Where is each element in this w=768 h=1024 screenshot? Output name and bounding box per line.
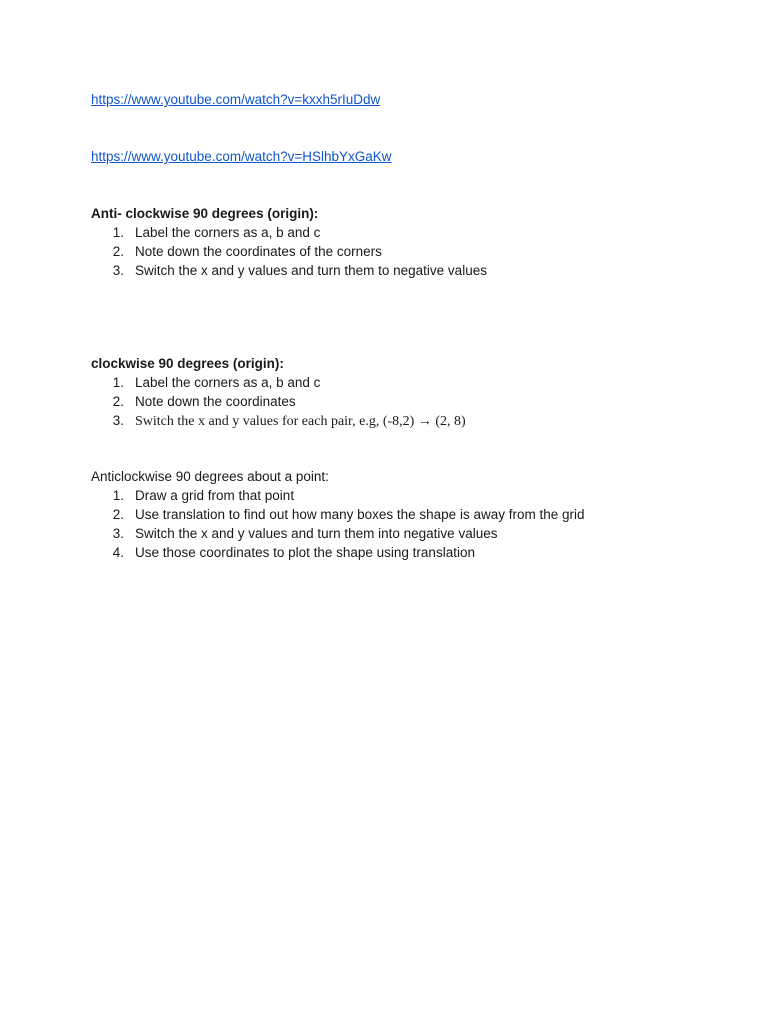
youtube-link-2[interactable]: https://www.youtube.com/watch?v=HSlhbYxGaKw [91, 149, 392, 164]
section-anticlockwise-origin [91, 204, 711, 280]
list-item [91, 486, 711, 505]
list-number: 3. [112, 526, 124, 541]
list-item [91, 392, 711, 411]
list-item [91, 373, 711, 392]
section-heading: clockwise 90 degrees (origin): [91, 356, 284, 371]
list-text: Switch the x and y values for each pair, e.g, (-8,2) → (2, 8) [135, 414, 466, 429]
steps-list [91, 223, 711, 280]
list-text: Switch the x and y values and turn them into negative values [135, 526, 498, 541]
youtube-link-1[interactable]: https://www.youtube.com/watch?v=kxxh5rIuDdw [91, 92, 381, 107]
list-number: 1. [112, 488, 124, 503]
list-number: 4. [112, 545, 124, 560]
list-item [91, 223, 711, 242]
section-clockwise-origin [91, 354, 711, 430]
list-text: Draw a grid from that point [135, 488, 295, 503]
list-text: Use translation to find out how many boxes the shape is away from the grid [135, 507, 585, 522]
section-anticlockwise-point [91, 467, 711, 562]
list-text: Label the corners as a, b and c [135, 225, 321, 240]
section-heading: Anticlockwise 90 degrees about a point: [91, 469, 329, 484]
list-number: 2. [112, 244, 124, 259]
list-item [91, 411, 711, 430]
list-number: 3. [112, 413, 124, 428]
section-heading: Anti- clockwise 90 degrees (origin): [91, 206, 319, 221]
list-number: 3. [112, 263, 124, 278]
list-item [91, 242, 711, 261]
list-text: Note down the coordinates of the corners [135, 244, 382, 259]
list-text: Label the corners as a, b and c [135, 375, 321, 390]
list-item [91, 524, 711, 543]
steps-list [91, 373, 711, 430]
list-item [91, 261, 711, 280]
list-number: 1. [112, 375, 124, 390]
list-text: Use those coordinates to plot the shape using translation [135, 545, 475, 560]
list-text: Note down the coordinates [135, 394, 296, 409]
steps-list [91, 486, 711, 562]
list-item [91, 505, 711, 524]
list-number: 2. [112, 507, 124, 522]
list-number: 2. [112, 394, 124, 409]
list-item [91, 543, 711, 562]
list-text: Switch the x and y values and turn them to negative values [135, 263, 487, 278]
list-number: 1. [112, 225, 124, 240]
